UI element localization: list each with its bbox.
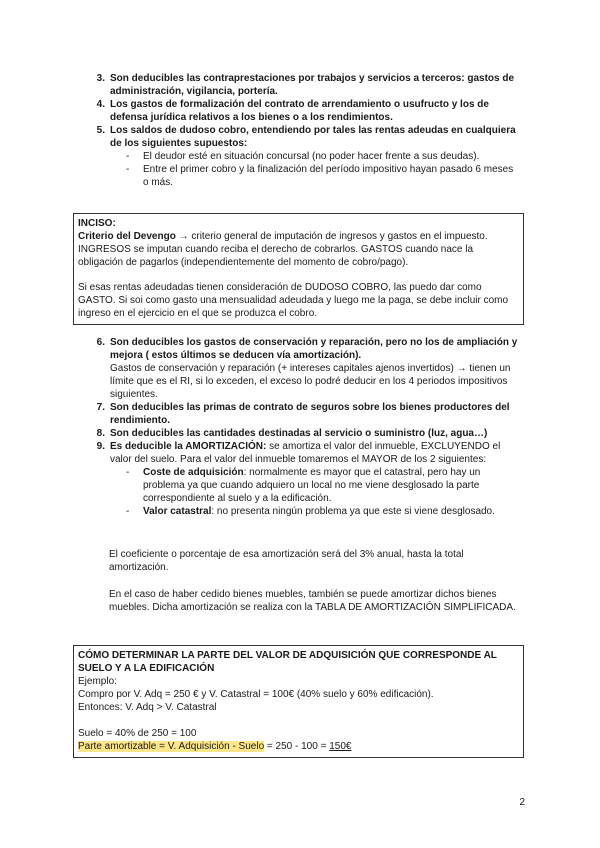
sub-item-term: Valor catastral [143, 506, 212, 517]
example-label: Ejemplo: [78, 676, 117, 687]
list-text: Los gastos de formalización del contrato de arrendamiento o usufructo y los de defensa jurídica relativos a los bienes o a los rendimientos. [110, 99, 489, 123]
sub-item-term: Coste de adquisición [143, 467, 244, 478]
highlighted-formula: Parte amortizable = V. Adquisición - Suelo [78, 741, 265, 752]
inciso-paragraph-2: Si esas rentas adeudadas tienen consideración de DUDOSO COBRO, las puedo dar como GASTO. Si soi como gasto una mensualidad adeudada y luego me la paga, se debe incluir como ingreso en el ejercicio en el que se produzca el cobro. [78, 282, 509, 319]
list-item [80, 98, 520, 124]
calculation-title: CÓMO DETERMINAR LA PARTE DEL VALOR DE ADQUISICIÓN QUE CORRESPONDE AL SUELO Y A LA EDIFICACIÓN [78, 650, 497, 674]
sub-item: - El deudor esté en situación concursal (no poder hacer frente a sus deudas). [126, 150, 520, 163]
result-value: 150€ [329, 741, 352, 752]
list-detail: Gastos de conservación y reparación (+ intereses capitales ajenos invertidos) → tienen un límite que es el RI, si lo exceden, el exceso lo podré deducir en los 4 periodos impositivos siguientes. [110, 363, 511, 400]
list-detail: se amortiza el valor del inmueble, EXCLUYENDO el valor del suelo. Para el valor del inmueble tomaremos el MAYOR de los 2 siguientes: [110, 441, 501, 465]
list-number: 5. [96, 125, 105, 136]
list-text: Los saldos de dudoso cobro, entendiendo por tales las rentas adeudas en cualquiera de los siguientes supuestos: [110, 125, 516, 149]
list-number: 4. [96, 99, 105, 110]
list-item [80, 124, 520, 150]
deductions-list-a [80, 72, 520, 189]
list-text: Son deducibles las cantidades destinadas al servicio o suministro (luz, agua…) [110, 428, 488, 439]
sub-item: - Valor catastral: no presenta ningún problema ya que este si viene desglosado. [126, 506, 495, 517]
list-text: Son deducibles los gastos de conservación y reparación, pero no los de ampliación y mejora ( estos últimos se deducen vía amortización). [110, 337, 518, 361]
example-line: Entonces: V. Adq > V. Catastral [78, 702, 217, 713]
list-text: Son deducibles las contraprestaciones por trabajos y servicios a terceros: gastos de administración, vigilancia, portería. [110, 73, 515, 97]
example-line: Compro por V. Adq = 250 € y V. Catastral = 100€ (40% suelo y 60% edificación). [78, 689, 434, 700]
sub-item-text: : normalmente es mayor que el catastral, pero hay un problema ya que cuando adquiero un local no me viene desglosado la parte correspondiente al suelo y a la edificación. [143, 467, 481, 504]
list-number: 6. [96, 337, 105, 348]
list-number: 7. [96, 402, 105, 413]
inciso-paragraph [78, 230, 519, 269]
list-item [80, 440, 520, 466]
list-text: Son deducibles las primas de contrato de seguros sobre los bienes productores del rendimiento. [110, 402, 510, 426]
inciso-box [73, 213, 524, 325]
sub-item: - Entre el primer cobro y la finalización del período impositivo hayan pasado 6 meses o más. [126, 163, 520, 189]
coefficient-paragraph: El coeficiente o porcentaje de esa amortización será del 3% anual, hasta la total amortización. [109, 549, 464, 573]
formula-values: = 250 - 100 = [264, 741, 330, 752]
calculation-box [73, 645, 524, 758]
list-text: Es deducible la AMORTIZACIÓN: [110, 441, 267, 452]
list-number: 3. [96, 73, 105, 84]
result-line [78, 740, 519, 753]
list-item [80, 72, 520, 98]
inciso-definition: → criterio general de imputación de ingresos y gastos en el impuesto. INGRESOS se imputan cuando reciba el derecho de cobrarlos. GASTOS cuando nace la obligación de pagarlos (independientemente del momento de cobro/pago). [78, 231, 488, 268]
furniture-paragraph: En el caso de haber cedido bienes muebles, también se puede amortizar dichos bienes muebles. Dicha amortización se realiza con la TABLA DE AMORTIZACIÓN SIMPLIFICADA. [109, 589, 516, 613]
list-number: 9. [96, 441, 105, 452]
list-item [80, 427, 520, 440]
deductions-list-b [80, 336, 520, 518]
example-line: Suelo = 40% de 250 = 100 [78, 728, 197, 739]
sub-item: - Coste de adquisición: normalmente es mayor que el catastral, pero hay un problema ya que cuando adquiero un local no me viene desglosado la parte correspondiente al suelo y a la edificación. [126, 467, 481, 504]
list-number: 8. [96, 428, 105, 439]
inciso-term: Criterio del Devengo [78, 231, 176, 242]
page-number: 2 [519, 797, 525, 808]
list-item [80, 401, 520, 427]
list-item [80, 336, 520, 401]
sub-item-text: El deudor esté en situación concursal (no poder hacer frente a sus deudas). [143, 151, 480, 162]
sub-item-text: Entre el primer cobro y la finalización del período impositivo hayan pasado 6 meses o más. [143, 164, 514, 188]
sub-item-text: : no presenta ningún problema ya que este si viene desglosado. [211, 506, 495, 517]
inciso-title: INCISO: [78, 218, 116, 229]
